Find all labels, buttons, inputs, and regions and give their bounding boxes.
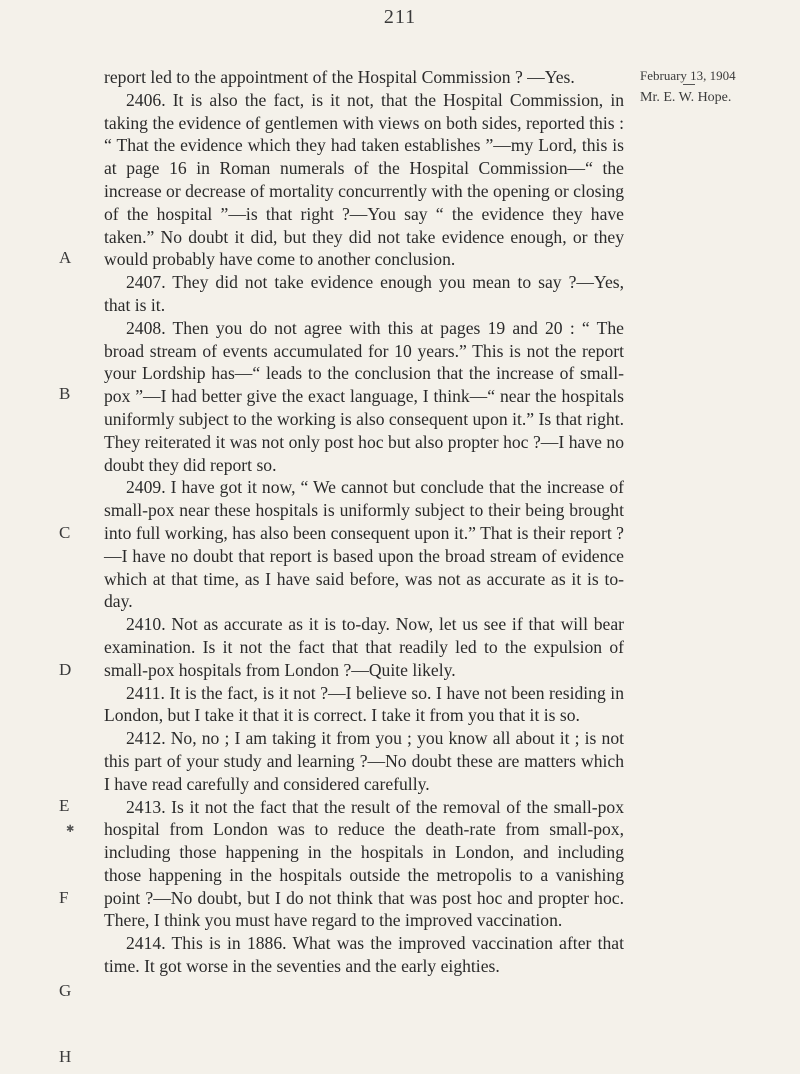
margin-letter-h: H	[59, 1047, 72, 1066]
question-2409: 2409. I have got it now, “ We cannot but conclude that the increase of small-pox near these hospitals is uniformly subject to their being brought into full working, has also been consequent upon it.” That is their report ?—I have no doubt that report is based upon the broad stream of evidence which at that time, as I have said before, was not as accurate as it is to-day.	[104, 477, 624, 612]
question-2411: 2411. It is the fact, is it not ?—I believe so. I have not been residing in London, but I take it that it is correct. I take it from you that it is so.	[104, 682, 624, 726]
question-2413: 2413. Is it not the fact that the result of the removal of the small-pox hospital from London was to reduce the death-rate from small-pox, including those happening in the hospitals in London, and including those happening in the hospitals outside the metropolis to a vanishing point ?—No doubt, but I do not think that was post hoc and propter hoc. There, I think you must have regard to the improved vaccination.	[104, 796, 624, 931]
question-2407: 2407. They did not take evidence enough you mean to say ?—Yes, that is it.	[104, 272, 624, 315]
margin-mark-icon: ✱	[66, 824, 75, 835]
sidenote-date: February 13, 1904	[640, 68, 736, 83]
paragraph-continuation: report led to the appointment of the Hospital Commission ? —Yes.	[104, 67, 575, 87]
question-2412: 2412. No, no ; I am taking it from you ; you know all about it ; is not this part of your study and learning ?—No doubt these are matters which I have read carefully and considered carefully.	[104, 728, 624, 794]
margin-letter-e: E	[59, 796, 70, 815]
margin-letter-g: G	[59, 981, 72, 1000]
question-2410: 2410. Not as accurate as it is to-day. Now, let us see if that will bear examination. Is it not the fact that that readily led to the expulsion of small-pox hospitals from London ?—Quite likely.	[104, 614, 624, 680]
margin-letter-c: C	[59, 523, 71, 542]
question-2414: 2414. This is in 1886. What was the improved vaccination after that time. It got worse in the seventies and the early eighties.	[104, 933, 624, 977]
question-2408: 2408. Then you do not agree with this at pages 19 and 20 : “ The broad stream of events accumulated for 10 years.” This is not the report your Lordship has—“ leads to the conclusion that the increase of small-pox ”—I had better give the exact language, I think—“ near the hospitals uniformly subject to the working is also consequent upon it.” Is that right. They reiterated it was not only post hoc but also propter hoc ?—I have no doubt they did report so.	[104, 317, 624, 475]
margin-letter-d: D	[59, 660, 72, 679]
page-number: 211	[383, 6, 417, 28]
sidenote-witness: Mr. E. W. Hope.	[640, 90, 732, 105]
sidenote-divider	[683, 84, 695, 85]
margin-letter-f: F	[59, 888, 69, 907]
testimony-text	[104, 66, 624, 978]
question-2406: 2406. It is also the fact, is it not, that the Hospital Commission, in taking the evidence of gentlemen with views on both sides, reported this : “ That the evidence which they had taken establishes ”—my Lord, this is at page 16 in Roman numerals of the Hospital Commission—“ the increase or decrease of mortality concurrently with the opening or closing of the hospital ”—is that right ?—You say “ the evidence they have taken.” No doubt it did, but they did not take evidence enough, or they would probably have come to another conclusion.	[104, 89, 624, 270]
margin-letter-a: A	[59, 248, 72, 267]
margin-letter-b: B	[59, 384, 71, 403]
